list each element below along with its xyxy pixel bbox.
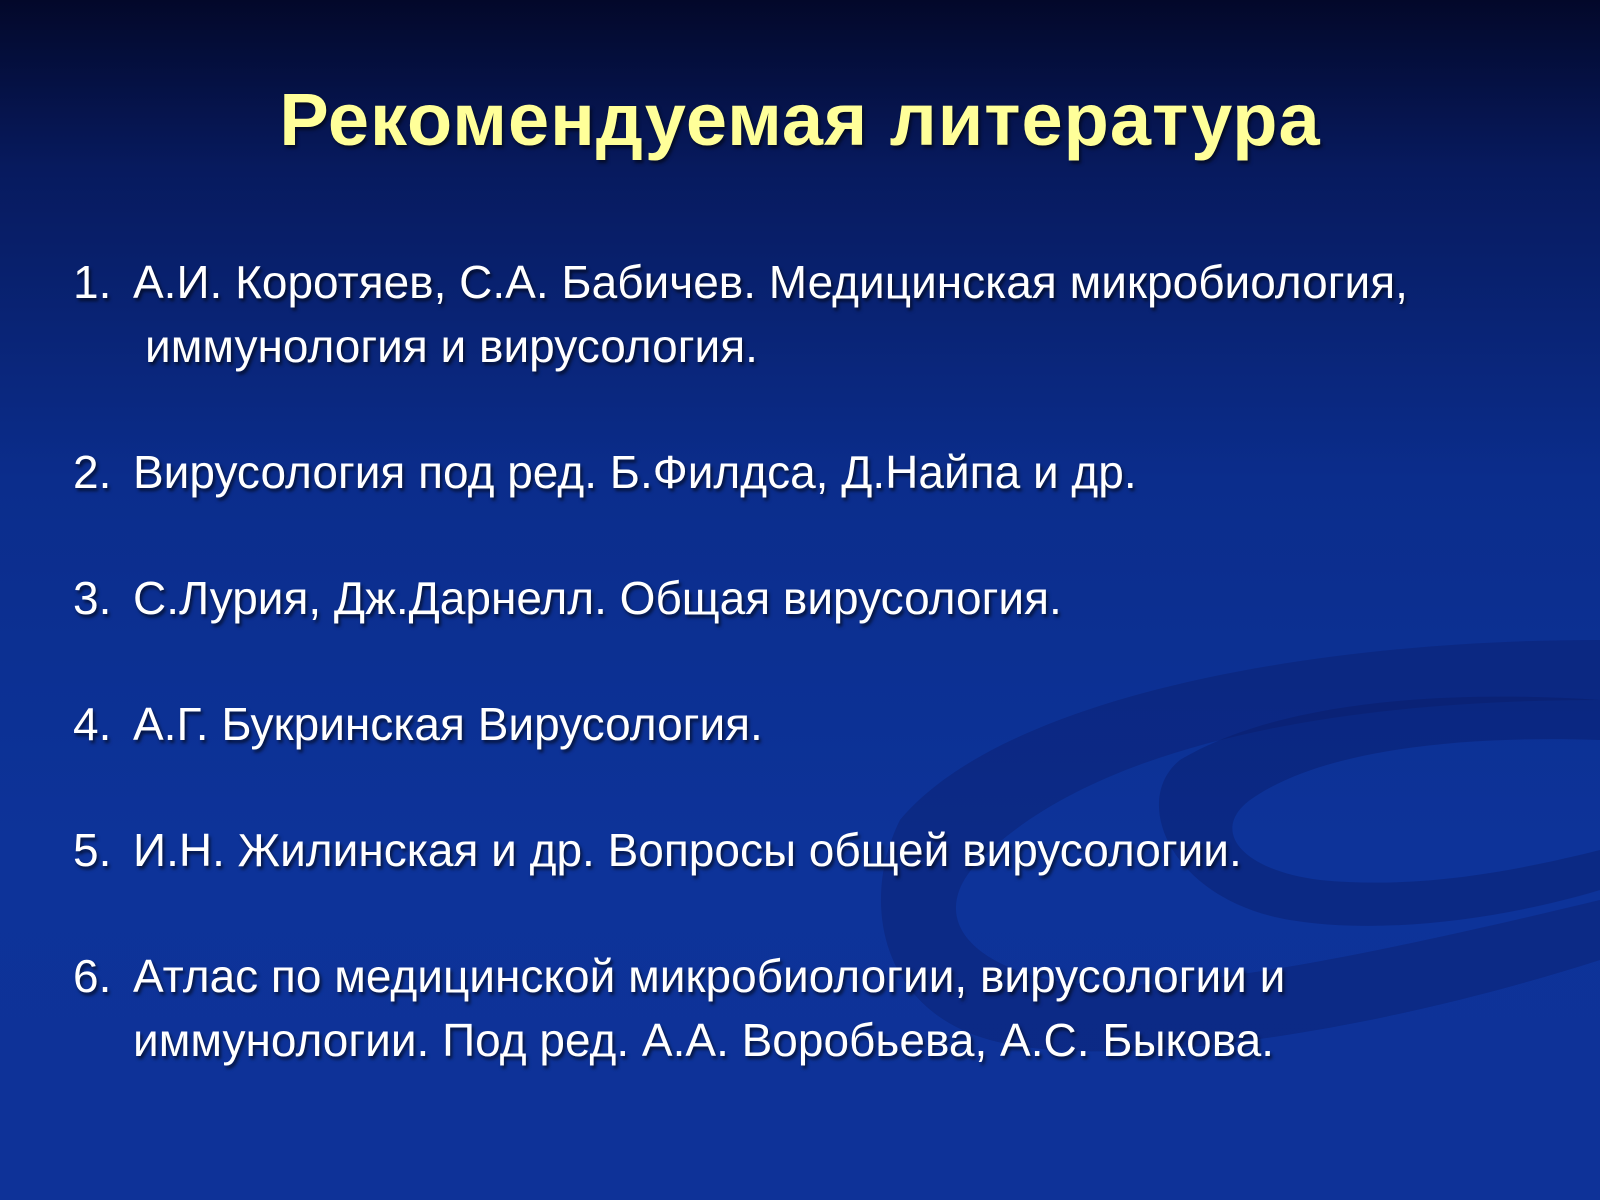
- list-item: [73, 250, 1563, 378]
- item-number: 6.: [73, 950, 112, 1002]
- item-number: 3.: [73, 572, 112, 624]
- item-number: 4.: [73, 698, 112, 750]
- item-text: Вирусология под ред. Б.Филдса, Д.Найпа и др.: [133, 446, 1137, 498]
- item-text: И.Н. Жилинская и др. Вопросы общей вирусологии.: [133, 824, 1242, 876]
- reference-list: [73, 250, 1563, 1072]
- list-item: [73, 944, 1563, 1072]
- item-text: С.Лурия, Дж.Дарнелл. Общая вирусология.: [133, 572, 1062, 624]
- slide-title: Рекомендуемая литература: [279, 78, 1321, 161]
- item-text: А.Г. Букринская Вирусология.: [133, 698, 763, 750]
- item-number: 5.: [73, 824, 112, 876]
- item-text: А.И. Коротяев, С.А. Бабичев. Медицинская микробиология, иммунология и вирусология.: [133, 256, 1408, 372]
- item-number: 2.: [73, 446, 112, 498]
- list-item: [73, 566, 1563, 630]
- list-item: [73, 818, 1563, 882]
- item-number: 1.: [73, 256, 112, 308]
- item-text: Атлас по медицинской микробиологии, вирусологии и иммунологии. Под ред. А.А. Воробьева, А.С. Быкова.: [133, 950, 1286, 1066]
- list-item: [73, 692, 1563, 756]
- list-item: [73, 440, 1563, 504]
